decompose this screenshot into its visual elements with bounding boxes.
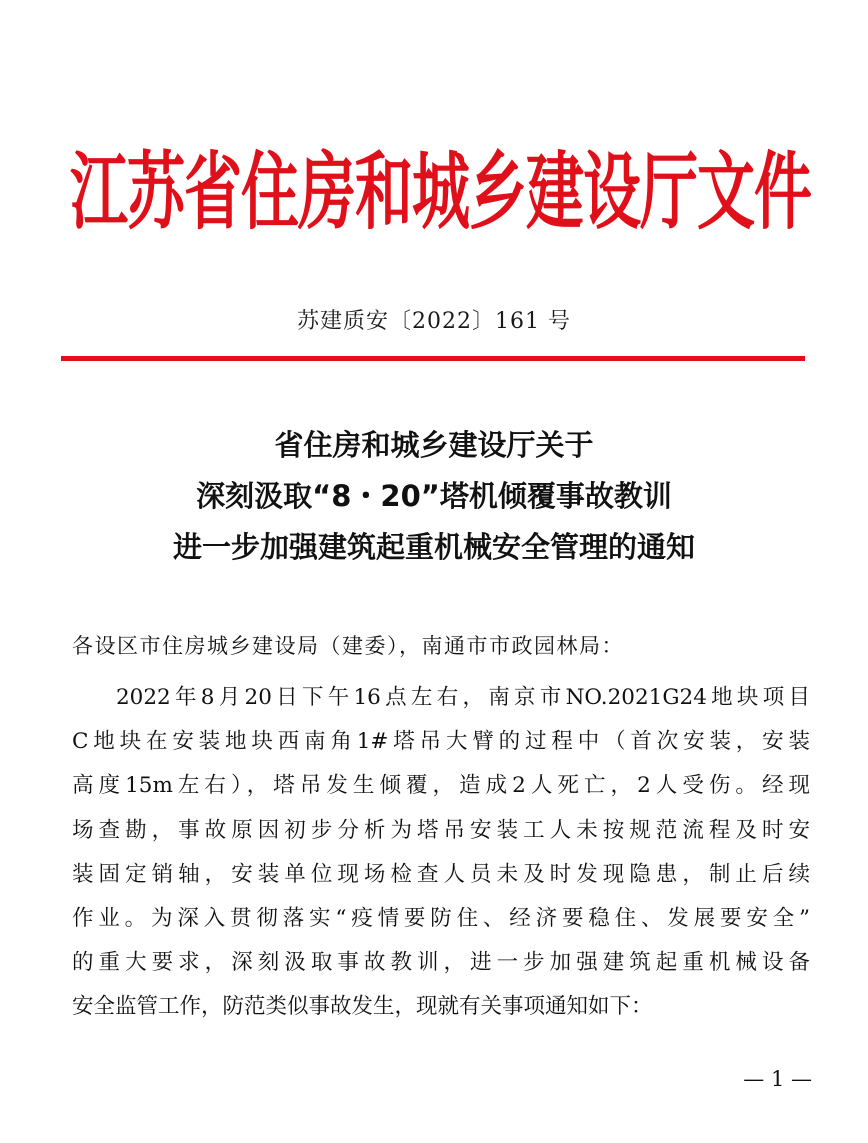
paragraph-line: C地块在安装地块西南角1#塔吊大臂的过程中（首次安装，安装 — [72, 729, 810, 755]
page-number: — 1 — — [743, 1067, 812, 1091]
salutation: 各设区市住房城乡建设局（建委），南通市市政园林局： — [72, 634, 624, 658]
paragraph-line: 作业。为深入贯彻落实“疫情要防住、经济要稳住、发展要安全” — [72, 906, 810, 932]
paragraph-line: 装固定销轴，安装单位现场检查人员未及时发现隐患，制止后续 — [72, 861, 810, 887]
paragraph-line: 场查勘，事故原因初步分析为塔吊安装工人未按规范流程及时安 — [72, 817, 810, 843]
paragraph-line: 2022年8月20日下午16点左右，南京市NO.2021G24地块项目 — [116, 685, 810, 710]
document-title — [40, 420, 828, 573]
document-number: 苏建质安〔2022〕161 号 — [297, 309, 571, 334]
title-line: 省住房和城乡建设厅关于 — [274, 428, 594, 462]
paragraph-line: 的重大要求，深刻汲取事故教训，进一步加强建筑起重机械设备 — [72, 950, 810, 976]
red-divider-line — [61, 356, 805, 361]
title-line: 深刻汲取“8・20”塔机倾覆事故教训 — [196, 479, 672, 513]
body-paragraph — [72, 676, 810, 1030]
issuer-masthead: 江苏省住房和城乡建设厅文件 — [70, 142, 812, 242]
title-line: 进一步加强建筑起重机械安全管理的通知 — [172, 530, 695, 564]
paragraph-line: 安全监管工作，防范类似事故发生，现就有关事项通知如下： — [72, 994, 653, 1020]
paragraph-line: 高度15m左右），塔吊发生倾覆，造成2人死亡，2人受伤。经现 — [72, 773, 810, 799]
